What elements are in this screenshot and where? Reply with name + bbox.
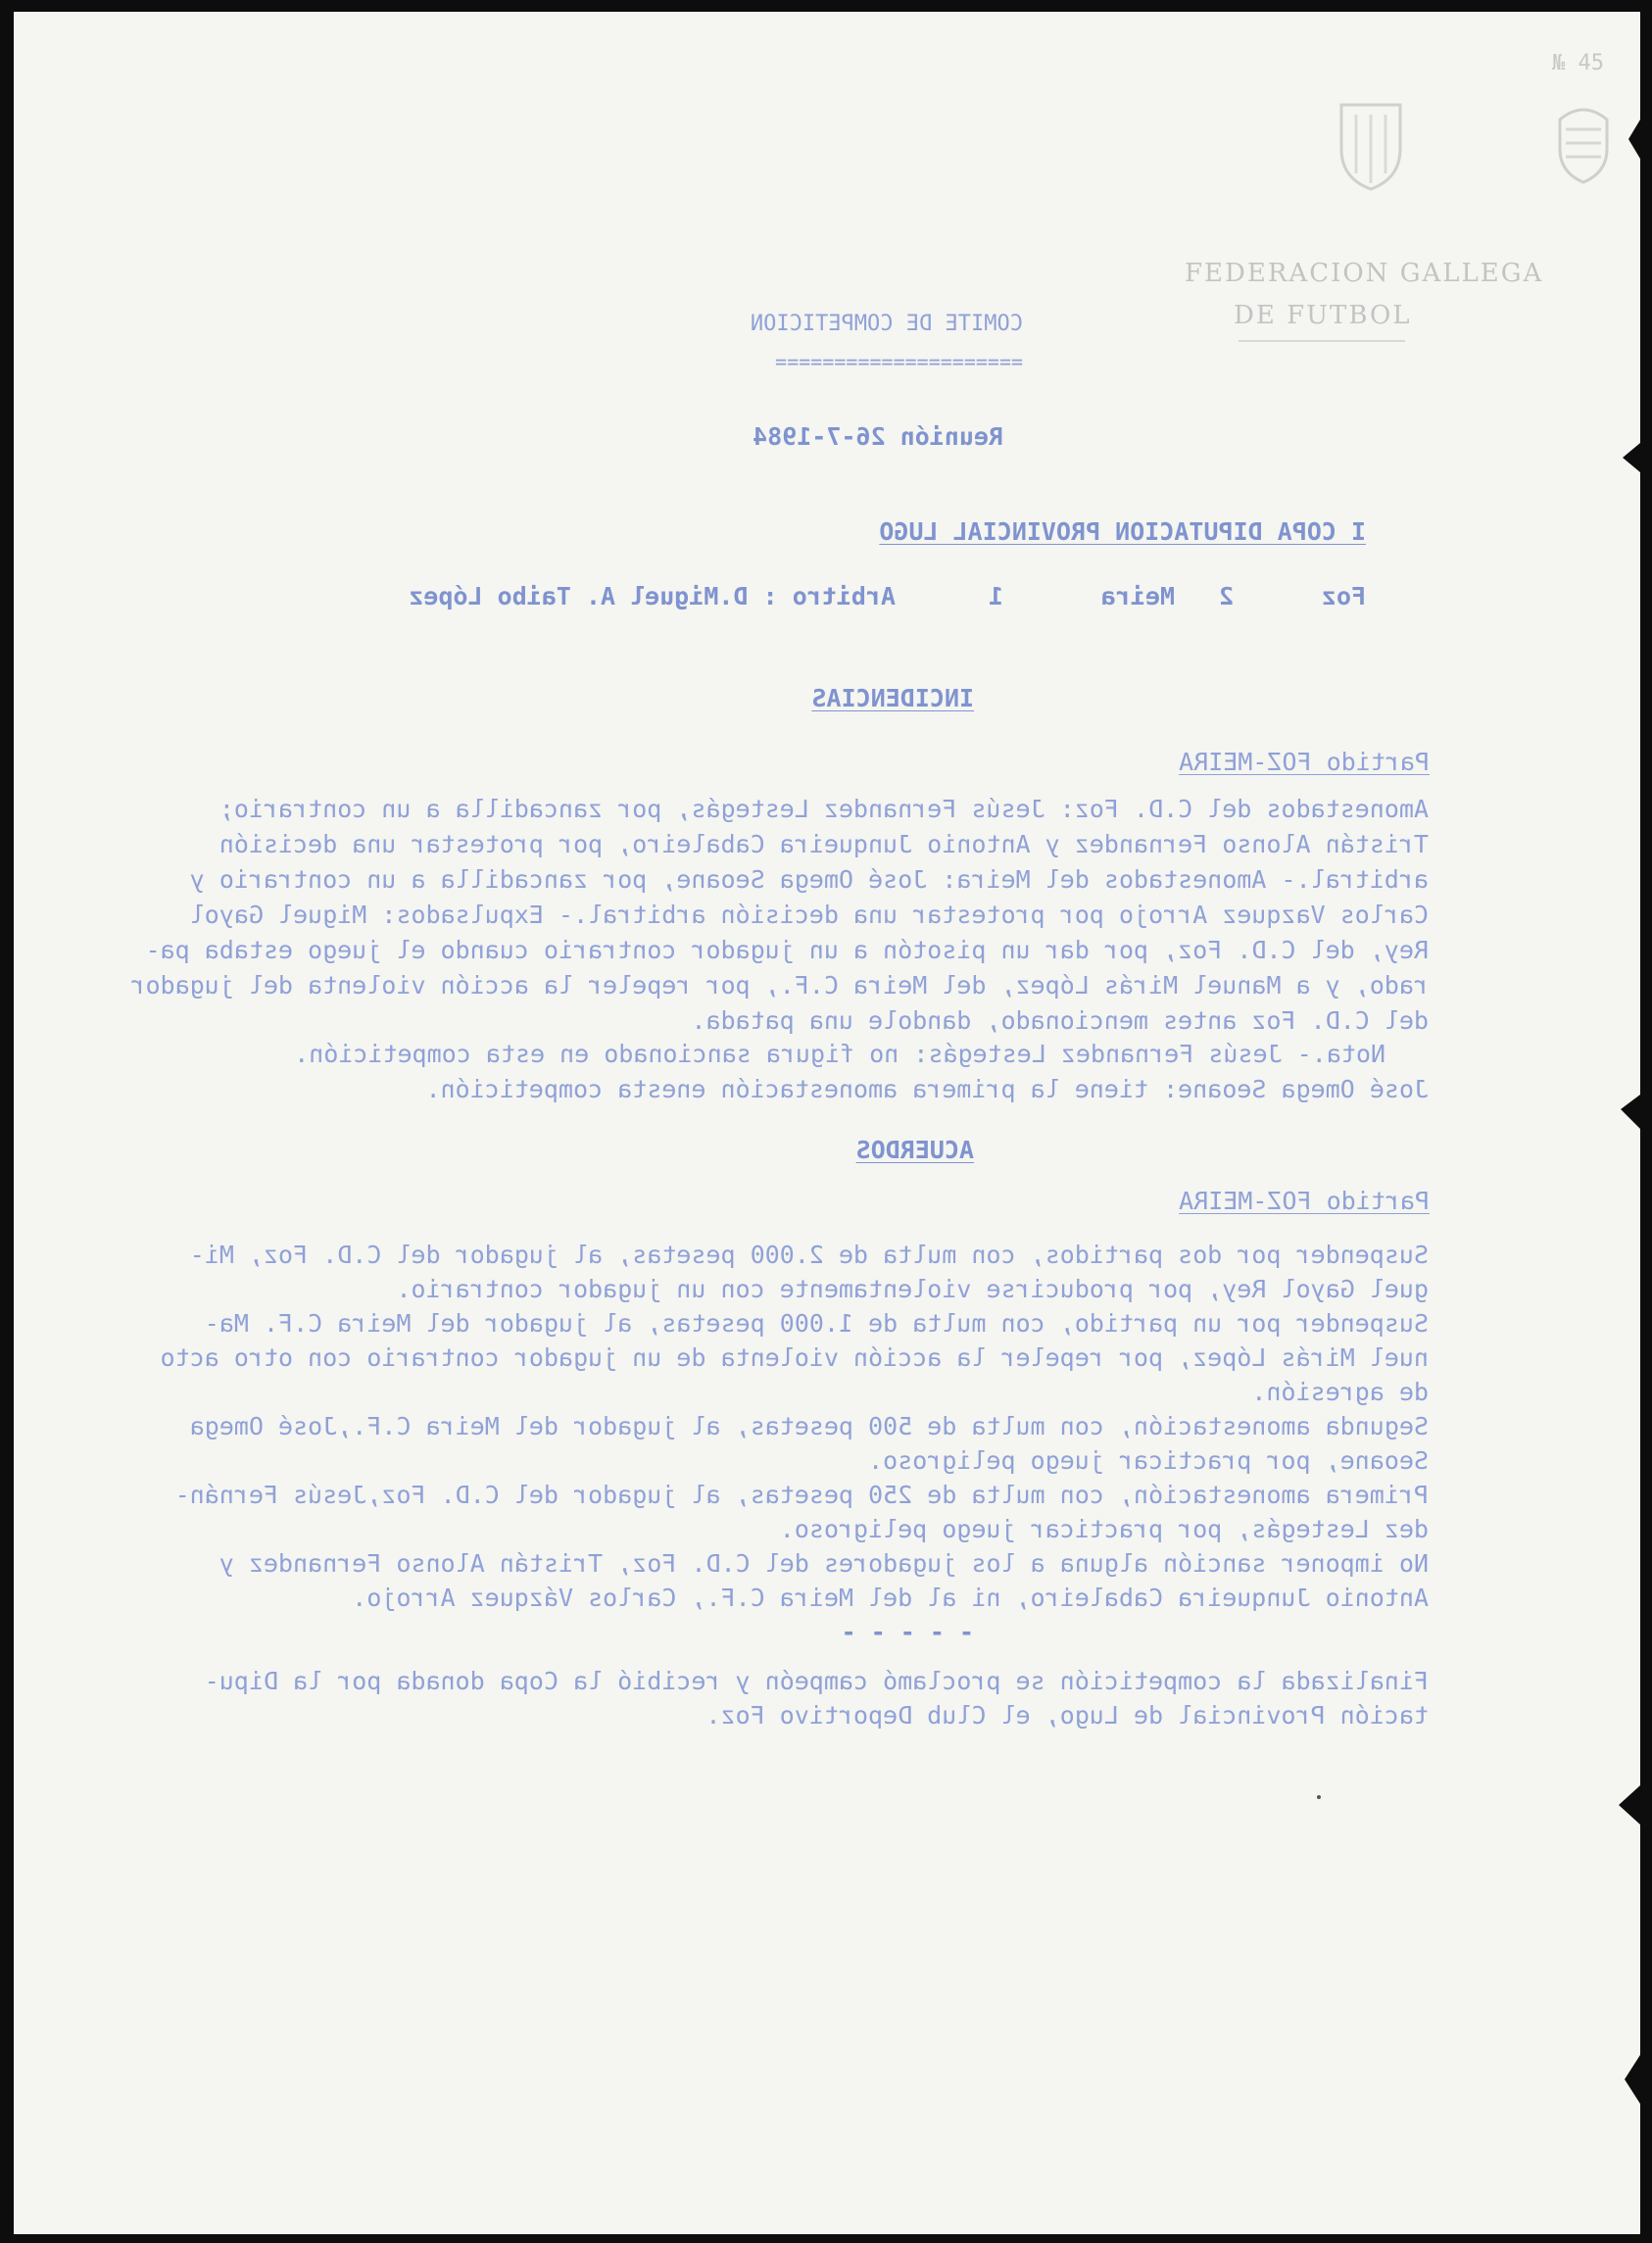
acuerdo-line: Suspender por un partido, con multa de 1.000 pesetas, al jugador del Meira C.F. Ma- bbox=[204, 1309, 1429, 1338]
acuerdo-line: Segunda amonestación, con multa de 500 pesetas, al jugador del Meira C.F.,José Omega bbox=[189, 1412, 1429, 1440]
incidencia-line: del C.D. Foz antes mencionado, dandole una patada. bbox=[691, 1006, 1429, 1035]
document-sheet bbox=[14, 12, 1640, 2234]
away-team: Meira bbox=[1100, 582, 1175, 610]
referee: Arbitro : D.Miguel A. Taibo López bbox=[409, 582, 896, 610]
acuerdo-line: dez Lestegás, por practicar juego peligroso. bbox=[779, 1515, 1429, 1543]
acuerdo-line: de agresión. bbox=[1251, 1378, 1429, 1406]
closing-line: Finalizada la competición se proclamó campeón y recibió la Copa donada por la Dipu- bbox=[204, 1667, 1429, 1695]
title-rule: ===================== bbox=[775, 350, 1023, 373]
away-score: 1 bbox=[988, 582, 1003, 610]
stamp-line-1: FEDERACION GALLEGA bbox=[1185, 259, 1544, 288]
acuerdo-line: nuel Mirás López, por repeler la acción violenta de un jugador contrario con otro acto bbox=[160, 1343, 1429, 1372]
home-score: 2 bbox=[1218, 582, 1234, 610]
acuerdo-line: Suspender por dos partidos, con multa de 2.000 pesetas, al jugador del C.D. Foz, Mi- bbox=[189, 1241, 1429, 1269]
acuerdo-line: Primera amonestación, con multa de 250 pesetas, al jugador del C.D. Foz,Jesús Fernán- bbox=[174, 1481, 1429, 1509]
closing-line: tación Provincial de Lugo, el Club Deportivo Foz. bbox=[705, 1701, 1429, 1730]
incidencias-subheading: Partido FOZ-MEIRA bbox=[1179, 748, 1430, 776]
mirrored-typescript bbox=[14, 12, 1640, 2234]
match-home bbox=[1322, 583, 1366, 610]
acuerdos-heading: ACUERDOS bbox=[855, 1136, 974, 1164]
incidencia-line: Rey, del C.D. Foz, por dar un pisotón a un jugador contrario cuando el juego estaba pa- bbox=[145, 936, 1429, 964]
competition-title: I COPA DIPUTACION PROVINCIAL LUGO bbox=[879, 517, 1366, 546]
acuerdo-line: guel Gayol Rey, por producirse violentamente con un jugador contrario. bbox=[396, 1275, 1429, 1303]
acuerdos-subheading: Partido FOZ-MEIRA bbox=[1179, 1187, 1430, 1215]
nota-line: José Omega Seoane: tiene la primera amonestación enesta competición. bbox=[425, 1075, 1429, 1103]
document-title: COMITE DE COMPETICION bbox=[750, 312, 1023, 336]
page-number: № 45 bbox=[1552, 51, 1604, 75]
stamp-line-2: DE FUTBOL bbox=[1234, 301, 1412, 330]
incidencia-line: Amonestados del C.D. Foz: Jesús Fernandez Lestegás, por zancadilla a un contrario; bbox=[219, 795, 1429, 823]
separator: - - - - - bbox=[841, 1618, 974, 1646]
home-team: Foz bbox=[1321, 582, 1366, 610]
torn-edge bbox=[1601, 12, 1640, 2234]
incidencia-line: Tristán Alonso Fernandez y Antonio Junqueira Cabaleiro, por protestar una decisión bbox=[219, 830, 1429, 858]
incidencia-line: rado, y a Manuel Mirás López, del Meira C.F., por repeler la acción violenta del jugador bbox=[130, 971, 1429, 1000]
incidencia-line: arbitral.- Amonestados del Meira: José Omega Seoane, por zancadilla a un contrario y bbox=[189, 865, 1429, 894]
incidencia-line: Carlos Vazquez Arrojo por protestar una decisión arbitral.- Expulsados: Miguel Gayol bbox=[189, 901, 1429, 929]
acuerdo-line: Seoane, por practicar juego peligroso. bbox=[868, 1446, 1429, 1475]
acuerdo-line: Antonio Junqueira Cabaleiro, ni al del Meira C.F., Carlos Vázquez Arrojo. bbox=[352, 1584, 1429, 1612]
nota-line: Nota.- Jesús Fernandez Lestegás: no figura sancionado en esta competición. bbox=[294, 1040, 1385, 1068]
acuerdo-line: No imponer sanción alguna a los jugadores del C.D. Foz, Tristán Alonso Fernandez y bbox=[219, 1549, 1429, 1578]
incidencias-heading: INCIDENCIAS bbox=[811, 684, 974, 712]
meeting-date: Reunión 26-7-1984 bbox=[753, 422, 1003, 451]
